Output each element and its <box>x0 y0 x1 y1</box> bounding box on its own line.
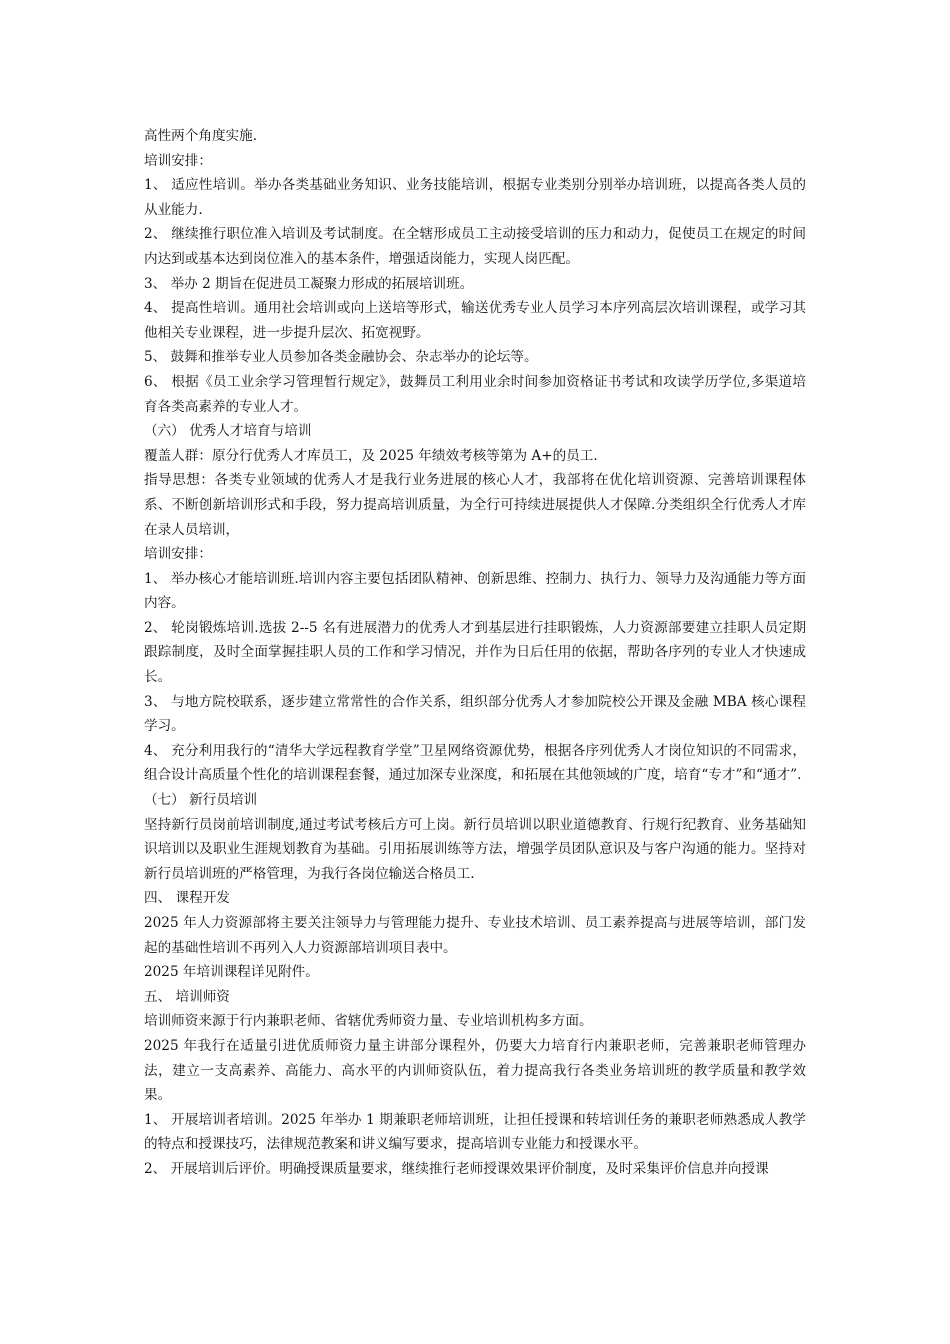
list-item: 3、 举办 2 期旨在促进员工凝聚力形成的拓展培训班。 <box>144 275 474 292</box>
section-heading: （七） 新行员培训 <box>144 792 258 809</box>
document-body <box>144 124 806 1182</box>
paragraph: 覆盖人群：原分行优秀人才库员工，及 2025 年绩效考核等第为 A+的员工. <box>144 447 598 464</box>
list-item: 6、 根据《员工业余学习管理暂行规定》，鼓舞员工利用业余时间参加资格证书考试和攻读学历学位,多渠道培育各类高素养的专业人才。 <box>144 373 806 415</box>
section-heading: （六） 优秀人才培育与培训 <box>144 423 312 440</box>
paragraph: 指导思想：各类专业领域的优秀人才是我行业务进展的核心人才，我部将在优化培训资源、完善培训课程体系、不断创新培训形式和手段，努力提高培训质量，为全行可持续进展提供人才保障.分类组织全行优秀人才库在录人员培训， <box>144 472 806 538</box>
list-item: 1、 举办核心才能培训班.培训内容主要包括团队精神、创新思维、控制力、执行力、领导力及沟通能力等方面内容。 <box>144 570 806 612</box>
section-heading: 四、 课程开发 <box>144 890 230 907</box>
paragraph: 坚持新行员岗前培训制度,通过考试考核后方可上岗。新行员培训以职业道德教育、行规行纪教育、业务基础知识培训以及职业生涯规划教育为基础。引用拓展训练等方法，增强学员团队意识及与客户沟通的能力。坚持对新行员培训班的严格管理，为我行各岗位输送合格员工. <box>144 816 806 882</box>
section-label: 培训安排： <box>144 546 212 563</box>
paragraph: 2025 年我行在适量引进优质师资力量主讲部分课程外，仍要大力培育行内兼职老师，完善兼职老师管理办法，建立一支高素养、高能力、高水平的内训师资队伍，着力提高我行各类业务培训班的教学质量和教学效果。 <box>144 1037 806 1104</box>
list-item: 1、 开展培训者培训。2025 年举办 1 期兼职老师培训班，让担任授课和转培训任务的兼职老师熟悉成人教学的特点和授课技巧，法律规范教案和讲义编写要求，提高培训专业能力和授课水平。 <box>144 1111 806 1153</box>
paragraph: 2025 年培训课程详见附件。 <box>144 964 319 981</box>
list-item: 5、 鼓舞和推举专业人员参加各类金融协会、杂志举办的论坛等。 <box>144 349 538 366</box>
list-item: 2、 轮岗锻炼培训.选拔 2--5 名有进展潜力的优秀人才到基层进行挂职锻炼，人力资源部要建立挂职人员定期跟踪制度，及时全面掌握挂职人员的工作和学习情况，并作为日后任用的依据，帮助各序列的专业人才快速成长。 <box>144 619 806 686</box>
list-item: 1、 适应性培训。举办各类基础业务知识、业务技能培训，根据专业类别分别举办培训班，以提高各类人员的从业能力. <box>144 177 806 218</box>
list-item: 4、 提高性培训。通用社会培训或向上送培等形式，输送优秀专业人员学习本序列高层次培训课程，或学习其他相关专业课程，进一步提升层次、拓宽视野。 <box>144 300 806 341</box>
list-item: 3、 与地方院校联系，逐步建立常常性的合作关系，组织部分优秀人才参加院校公开课及金融 MBA 核心课程学习。 <box>144 693 806 735</box>
list-item: 4、 充分利用我行的“清华大学远程教育学堂”卫星网络资源优势，根据各序列优秀人才岗位知识的不同需求，组合设计高质量个性化的培训课程套餐，通过加深专业深度，和拓展在其他领域的广度，培育“专才”和“通才”. <box>144 742 806 784</box>
paragraph: 高性两个角度实施. <box>144 128 258 144</box>
section-label: 培训安排： <box>144 152 212 169</box>
list-item: 2、 继续推行职位准入培训及考试制度。在全辖形成员工主动接受培训的压力和动力，促使员工在规定的时间内达到或基本达到岗位准入的基本条件，增强适岗能力，实现人岗匹配。 <box>144 226 806 267</box>
section-heading: 五、 培训师资 <box>144 988 230 1005</box>
paragraph: 2025 年人力资源部将主要关注领导力与管理能力提升、专业技术培训、员工素养提高与进展等培训，部门发起的基础性培训不再列入人力资源部培训项目表中。 <box>144 915 806 956</box>
paragraph: 培训师资来源于行内兼职老师、省辖优秀师资力量、专业培训机构多方面。 <box>144 1013 593 1030</box>
list-item: 2、 开展培训后评价。明确授课质量要求，继续推行老师授课效果评价制度，及时采集评价信息并向授课 <box>144 1160 769 1177</box>
